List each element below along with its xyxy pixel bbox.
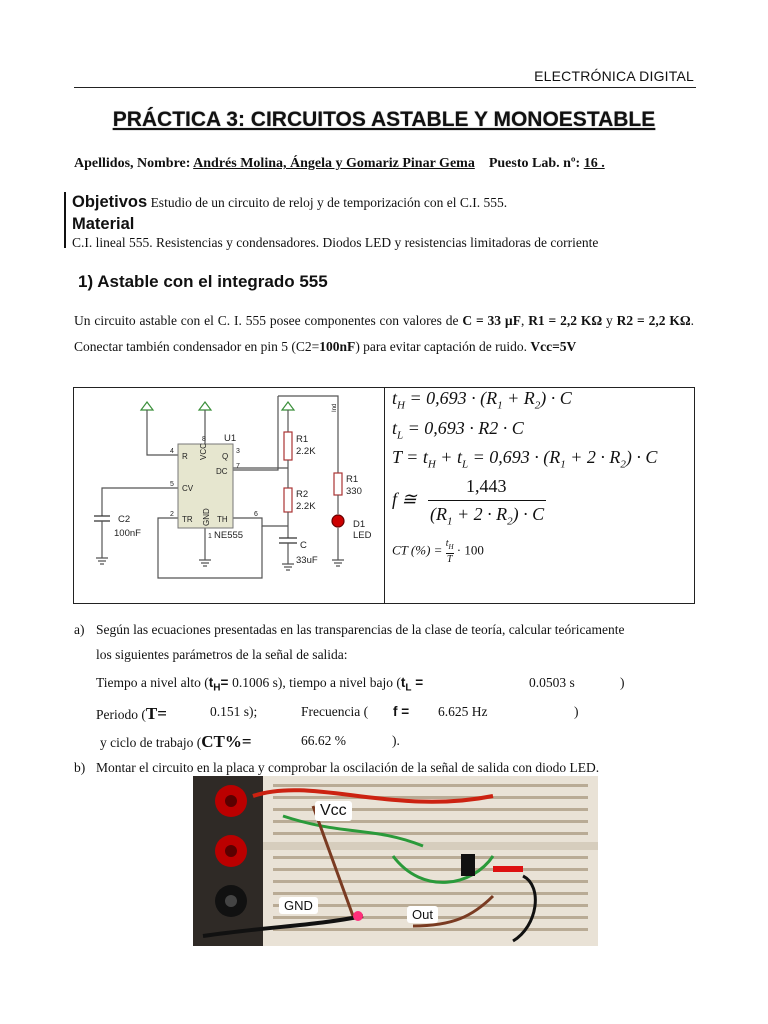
header-divider (74, 87, 696, 88)
c-value: C = 33 µF (462, 313, 521, 328)
c2-value: 100nF (319, 339, 356, 354)
vcc-value: Vcc=5V (530, 339, 577, 354)
objectives-bar (64, 192, 66, 248)
f-value: 6.625 Hz (438, 704, 488, 719)
page-title: PRÁCTICA 3: CIRCUITOS ASTABLE Y MONOESTABLE (112, 108, 656, 131)
material-text: C.I. lineal 555. Resistencias y condensadores. Diodos LED y resistencias limitadoras de corriente (72, 235, 599, 250)
pin-th-label: TH (217, 515, 228, 524)
question-a-text-1: Según las ecuaciones presentadas en las transparencias de la clase de teoría, calcular teóricamente (96, 622, 625, 637)
students-line (74, 156, 605, 172)
f-symbol: f = (393, 704, 410, 719)
pin-number-4: 4 (170, 448, 174, 455)
section-paragraph (74, 308, 694, 360)
puesto-value: 16 . (583, 156, 605, 171)
r330-label: R1 (346, 474, 359, 485)
equation-period: $T = t_H + t_L = 0,693 \cdot (R_1 + 2 \cdot R_2) \cdot C$ (392, 447, 658, 471)
th-value: 0.1006 s (232, 675, 278, 690)
pin-tr-label: TR (182, 515, 193, 524)
freq-label: Frecuencia ( (301, 704, 369, 719)
students-names: Andrés Molina, Ángela y Gomariz Pinar Gema (193, 156, 475, 171)
ct-value: 66.62 % (301, 733, 346, 748)
r330-value-label: 330 (346, 486, 362, 497)
power-arrow-3 (282, 402, 294, 410)
pin-number-7: 7 (236, 463, 240, 470)
pin-number-2: 2 (170, 511, 174, 518)
equation-frequency-num: 1,443 (466, 476, 507, 496)
question-a-letter: a) (74, 622, 85, 637)
header-title: ELECTRÓNICA DIGITAL (534, 68, 694, 84)
c2-value-label: 100nF (114, 528, 141, 539)
r1-value: R1 = 2,2 KΩ (528, 313, 603, 328)
freq-close: ) (574, 704, 579, 719)
r1-value-label: 2.2K (296, 446, 316, 457)
d1-label: D1 (353, 519, 366, 530)
photo-vcc-label: Vcc (315, 801, 352, 821)
fraction-line (428, 500, 546, 501)
pin-dc-label: DC (216, 467, 228, 476)
equation-frequency-den: $(R_1 + 2 \cdot R_2) \cdot C$ (430, 504, 545, 528)
pin-number-3: 3 (236, 448, 240, 455)
material-heading: Material (72, 215, 135, 233)
equation-tl: $t_L = 0,693 \cdot R2 \cdot C$ (392, 418, 524, 442)
puesto-label: Puesto Lab. nº: (488, 156, 581, 171)
circuit-schematic (74, 388, 384, 603)
pin-number-1: 1 (208, 533, 212, 540)
power-arrow-1 (141, 402, 153, 410)
pin-cv-label: CV (182, 484, 194, 493)
question-a-text-2: los siguientes parámetros de la señal de salida: (96, 647, 348, 662)
tl-close: ) (620, 675, 625, 690)
para-text-c: ) para evitar captación de ruido. (355, 339, 531, 354)
periodo-label: Periodo (T= (96, 704, 167, 723)
r2-value-label: 2.2K (296, 501, 316, 512)
breadboard-photo (193, 776, 598, 946)
pin-vcc-label: VCC (199, 443, 208, 460)
pin-number-5: 5 (170, 481, 174, 488)
pin-number-8: 8 (202, 436, 206, 443)
answer-th-line: Tiempo a nivel alto ($t_H= 0.1006$ s), tiempo a nivel bajo ($t_L$ = (96, 675, 424, 694)
equation-th: $t_H = 0,693 \cdot (R_1 + R_2) \cdot C$ (392, 388, 572, 412)
pin-number-6: 6 (254, 511, 258, 518)
pin-q-label: Q (222, 452, 229, 461)
para-text-b: . Conectar también condensador en pin 5 (C2= (74, 313, 695, 354)
c2-label: C2 (118, 514, 131, 525)
power-arrow-2 (199, 402, 211, 410)
c-label: C (300, 540, 307, 551)
figure-divider (384, 387, 385, 604)
objectives-text: Estudio de un circuito de reloj y de temporización con el C.I. 555. (150, 195, 508, 210)
r1-label: R1 (296, 434, 309, 445)
ct-label: y ciclo de trabajo (CT%= (100, 732, 252, 751)
led-label: LED (353, 530, 372, 541)
pin-gnd-label: GND (202, 508, 211, 526)
c-value-label: 33uF (296, 555, 318, 566)
equation-duty-cycle: CT (%) = $\frac{t_H}{T}$ · 100 (392, 538, 484, 565)
para-text-a: Un circuito astable con el C. I. 555 posee componentes con valores de (74, 313, 463, 328)
question-b-text: Montar el circuito en la placa y comprobar la oscilación de la señal de salida con diodo LED. (96, 760, 600, 775)
u1-label: U1 (224, 433, 237, 444)
para-sep1: , (520, 313, 529, 328)
chip-label: NE555 (214, 530, 244, 541)
para-sep2: y (602, 313, 617, 328)
section-heading: 1) Astable con el integrado 555 (78, 272, 328, 291)
ct-close: ). (392, 733, 400, 748)
students-label: Apellidos, Nombre: (74, 156, 191, 171)
equation-frequency-lhs: f ≅ (392, 489, 417, 509)
r2-label: R2 (296, 489, 309, 500)
tl-value: 0.0503 s (529, 675, 575, 690)
r2-value: R2 = 2,2 KΩ (616, 313, 691, 328)
indicator-label: Ind (332, 403, 338, 412)
objectives-heading: Objetivos (72, 193, 148, 211)
t-value: 0.151 s); (210, 704, 258, 719)
question-b-letter: b) (74, 760, 86, 775)
objectives-line (72, 193, 507, 212)
pin-r-label: R (182, 452, 188, 461)
photo-gnd-label: GND (279, 897, 318, 914)
photo-out-label: Out (407, 906, 438, 923)
